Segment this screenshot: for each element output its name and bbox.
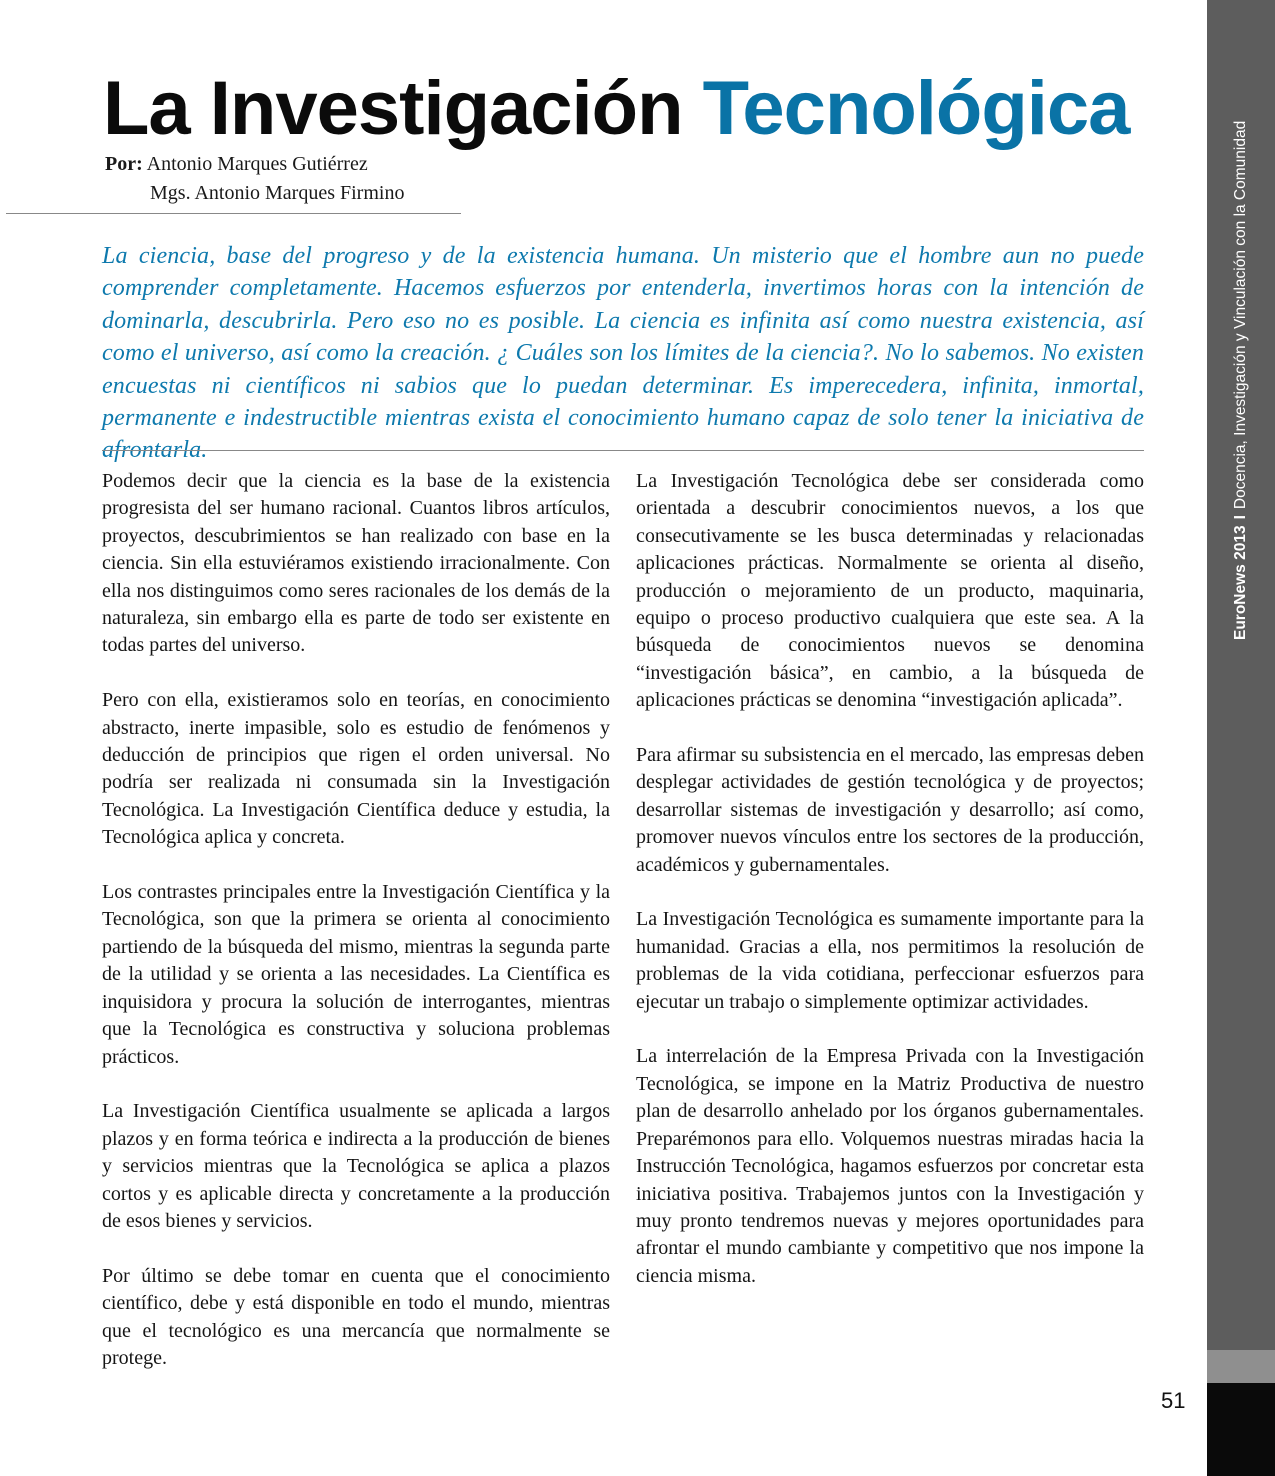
paragraph: La Investigación Científica usualmente se aplicada a largos plazos y en forma teórica e indirecta a la producción de bienes y servicios mientras que la Tecnológica se aplica a plazos cortos y es aplicable directa y concretamente a la producción de esos bienes y servicios. [102, 1100, 610, 1232]
sidebar-separator: I [1232, 515, 1249, 520]
abstract-divider [102, 450, 1144, 451]
abstract: La ciencia, base del progreso y de la existencia humana. Un misterio que el hombre aun no puede comprender completamente. Hacemos esfuerzos por entenderla, invertimos horas con la intención de dominarla, descubrirla. Pero eso no es posible. La ciencia es infinita así como nuestra existencia, así como el universo, así como la creación. ¿ Cuáles son los límites de la ciencia?. No lo sabemos. No existen encuestas ni científicos ni sabios que lo puedan determinar. Es imperecedera, infinita, inmortal, permanente e indestructible mientras exista el conocimiento humano capaz de solo tener la iniciativa de afrontarla. [102, 243, 1144, 464]
article-title [103, 66, 1129, 152]
paragraph: Para afirmar su subsistencia en el mercado, las empresas deben desplegar actividades de gestión tecnológica y de proyectos; desarrollar sistemas de investigación y desarrollo; así como, promover nuevos vínculos entre los sectores de la producción, académicos y gubernamentales. [636, 744, 1144, 876]
paragraph: Por último se debe tomar en cuenta que el conocimiento científico, debe y está disponible en todo el mundo, mientras que el tecnológico es una mercancía que normalmente se protege. [102, 1264, 610, 1369]
byline-label: Por: [105, 153, 143, 175]
paragraph: La interrelación de la Empresa Privada con la Investigación Tecnológica, se impone en la Matriz Productiva de nuestro plan de desarrollo anhelado por los órganos gubernamentales. Preparémonos para ello. Volquemos nuestras miradas hacia la Instrucción Tecnológica, hagamos esfuerzos por concretar esta iniciativa positiva. Trabajemos juntos con la Investigación y muy pronto tendremos nuevas y mejores oportunidades para afrontar el mundo cambiante y competitivo que nos impone la ciencia misma. [636, 1045, 1144, 1287]
paragraph: Podemos decir que la ciencia es la base de la existencia progresista del ser humano racional. Cuantos libros artículos, proyectos, descubrimientos se han realizado con base en la ciencia. Sin ella estuviéramos existiendo irracionalmente. Con ella nos distinguimos como seres racionales de los demás de la naturaleza, sin embargo ella es parte de todo ser existente en todas partes del universo. [102, 470, 610, 657]
paragraph: La Investigación Tecnológica debe ser considerada como orientada a descubrir conocimientos nuevos, a los que consecutivamente se les busca determinadas y relacionadas aplicaciones prácticas. Normalmente se orienta al diseño, producción o mejoramiento de un producto, maquinaria, equipo o proceso productivo cualquiera que este sea. A la búsqueda de conocimientos nuevos se denomina “investigación básica”, en cambio, a la búsqueda de aplicaciones prácticas se denomina “investigación aplicada”. [636, 470, 1144, 712]
byline [105, 150, 404, 208]
byline-divider [6, 213, 461, 214]
paragraph: Pero con ella, existieramos solo en teorías, en conocimiento abstracto, inerte impasible, solo es estudio de fenómenos y deducción de principios que rigen el orden universal. No podría ser realizada ni consumada sin la Investigación Tecnológica. La Investigación Científica deduce y estudia, la Tecnológica aplica y concreta. [102, 689, 610, 849]
author-1: Antonio Marques Gutiérrez [146, 153, 368, 175]
paragraph: Los contrastes principales entre la Investigación Científica y la Tecnológica, son que la primera se orienta al conocimiento partiendo de la búsqueda del mismo, mientras la segunda parte de la utilidad y se orienta a las necesidades. La Científica es inquisidora y procura la solución de interrogantes, mientras que la Tecnológica es constructiva y soluciona problemas prácticos. [102, 881, 610, 1068]
left-column [102, 468, 610, 1400]
sidebar-section: Docencia, Investigación y Vinculación con la Comunidad [1232, 120, 1249, 510]
right-column [636, 468, 1144, 1318]
page-number: 51 [1161, 1388, 1186, 1413]
paragraph: La Investigación Tecnológica es sumamente importante para la humanidad. Gracias a ella, nos permitimos la resolución de problemas de la vida cotidiana, perfeccionar esfuerzos para ejecutar un trabajo o simplemente optimizar actividades. [636, 908, 1144, 1013]
sidebar-light-block [1207, 1350, 1275, 1383]
sidebar-dark-block [1207, 1383, 1275, 1476]
title-part-2: Tecnológica [702, 66, 1130, 151]
sidebar-running-header [1226, 60, 1256, 640]
author-2: Mgs. Antonio Marques Firmino [150, 182, 405, 204]
title-part-1: La Investigación [103, 66, 683, 151]
sidebar-publication: EuroNews 2013 [1232, 525, 1249, 640]
